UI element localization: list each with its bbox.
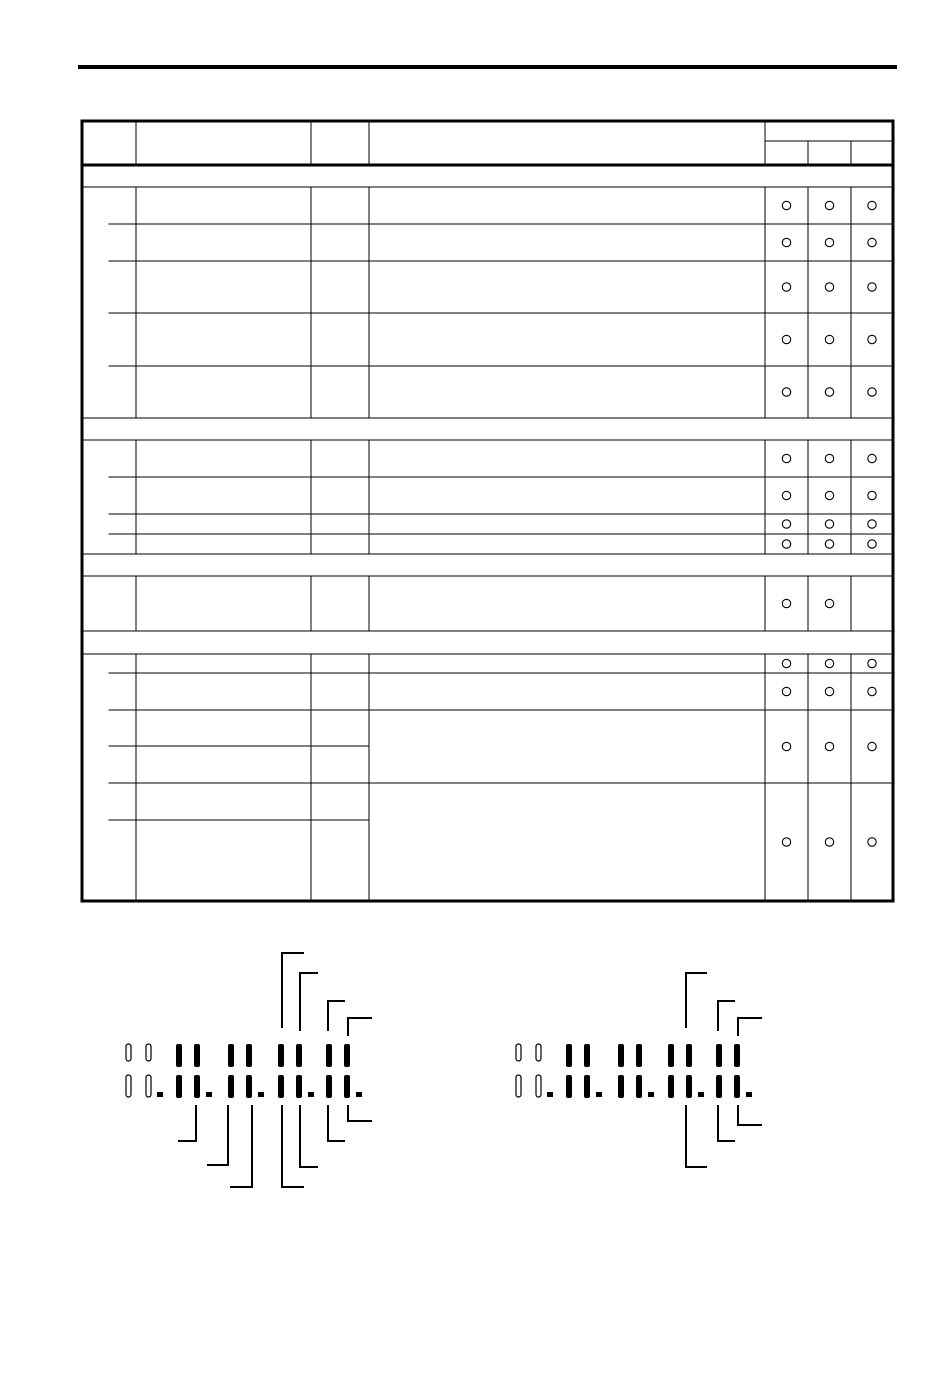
availability-mark (868, 491, 876, 499)
availability-mark (868, 838, 876, 846)
decimal-point (746, 1092, 752, 1097)
lit-segment (194, 1044, 200, 1067)
availability-mark (868, 540, 876, 548)
callout-leader (230, 1105, 252, 1187)
lit-segment (636, 1075, 642, 1098)
display-left (126, 953, 372, 1187)
availability-mark (825, 335, 833, 343)
callout-leader (300, 1105, 318, 1167)
table-row (782, 201, 876, 209)
unlit-segment (516, 1044, 521, 1061)
availability-mark (825, 687, 833, 695)
callout-leader (300, 973, 318, 1031)
unlit-segment (126, 1075, 131, 1097)
table-section (82, 166, 893, 418)
callout-leader (738, 1105, 762, 1125)
lit-segment (228, 1075, 234, 1098)
availability-mark (868, 687, 876, 695)
availability-mark (825, 201, 833, 209)
callout-leader (738, 1018, 762, 1036)
callout-leader (328, 1105, 345, 1141)
lit-segment (686, 1075, 692, 1098)
lit-segment (176, 1044, 182, 1067)
lit-segment (716, 1044, 722, 1067)
availability-mark (782, 491, 790, 499)
decimal-point (308, 1092, 314, 1097)
table-row (109, 673, 893, 696)
lit-segment (278, 1044, 284, 1067)
display-right (516, 973, 762, 1167)
lit-segment (686, 1044, 692, 1067)
parameter-table (82, 121, 893, 901)
lit-segment (296, 1075, 302, 1098)
availability-mark (868, 520, 876, 528)
lit-segment (566, 1044, 572, 1067)
availability-mark (868, 742, 876, 750)
table-section (82, 554, 893, 631)
decimal-point (258, 1092, 264, 1097)
lit-segment (734, 1075, 740, 1098)
callout-leader (686, 973, 707, 1028)
availability-mark (782, 454, 790, 462)
lit-segment (278, 1075, 284, 1098)
availability-mark (782, 201, 790, 209)
unlit-segment (146, 1044, 151, 1061)
availability-mark (825, 520, 833, 528)
availability-mark (782, 659, 790, 667)
decimal-point (206, 1092, 212, 1097)
table-row (782, 659, 876, 667)
lit-segment (228, 1044, 234, 1067)
table-row (109, 710, 893, 751)
table-row (109, 224, 893, 247)
availability-mark (868, 283, 876, 291)
decimal-point (547, 1092, 553, 1097)
lit-segment (584, 1075, 590, 1098)
availability-mark (868, 238, 876, 246)
lit-segment (734, 1044, 740, 1067)
decimal-point (596, 1092, 602, 1097)
lit-segment (326, 1075, 332, 1098)
decimal-point (648, 1092, 654, 1097)
table-section (82, 631, 893, 901)
availability-mark (782, 283, 790, 291)
availability-mark (782, 520, 790, 528)
callout-leader (328, 1001, 345, 1031)
availability-mark (782, 540, 790, 548)
lit-segment (668, 1044, 674, 1067)
lit-segment (636, 1044, 642, 1067)
availability-mark (825, 238, 833, 246)
availability-mark (782, 599, 790, 607)
table-row (109, 313, 893, 344)
availability-mark (825, 540, 833, 548)
availability-mark (868, 659, 876, 667)
availability-mark (825, 742, 833, 750)
table-row (109, 534, 893, 548)
availability-mark (868, 335, 876, 343)
lit-segment (584, 1044, 590, 1067)
availability-mark (782, 238, 790, 246)
availability-mark (868, 454, 876, 462)
availability-mark (825, 491, 833, 499)
lit-segment (344, 1075, 350, 1098)
decimal-point (157, 1092, 163, 1097)
table-row (109, 366, 893, 396)
availability-mark (782, 742, 790, 750)
unlit-segment (146, 1075, 151, 1097)
lit-segment (176, 1075, 182, 1098)
table-row (109, 261, 893, 291)
availability-mark (782, 388, 790, 396)
lit-segment (194, 1075, 200, 1098)
table-row (109, 514, 893, 528)
availability-mark (782, 687, 790, 695)
lit-segment (668, 1075, 674, 1098)
unlit-segment (516, 1075, 521, 1097)
availability-mark (825, 388, 833, 396)
table-row (109, 477, 893, 500)
availability-mark (825, 454, 833, 462)
unlit-segment (536, 1075, 541, 1097)
decimal-point (356, 1092, 362, 1097)
lit-segment (326, 1044, 332, 1067)
unlit-segment (536, 1044, 541, 1061)
callout-leader (207, 1105, 228, 1165)
decimal-point (698, 1092, 704, 1097)
availability-mark (868, 388, 876, 396)
callout-leader (348, 1105, 372, 1121)
availability-mark (825, 659, 833, 667)
table-header (82, 121, 893, 165)
table-section (82, 418, 893, 554)
availability-mark (868, 201, 876, 209)
lit-segment (344, 1044, 350, 1067)
availability-mark (825, 283, 833, 291)
table-row (782, 454, 876, 462)
callout-leader (178, 1105, 196, 1141)
lit-segment (618, 1044, 624, 1067)
lit-segment (296, 1044, 302, 1067)
table-row (109, 783, 893, 846)
lit-segment (618, 1075, 624, 1098)
availability-mark (782, 838, 790, 846)
lit-segment (716, 1075, 722, 1098)
lit-segment (246, 1044, 252, 1067)
callout-leader (718, 1105, 735, 1141)
lit-segment (246, 1075, 252, 1098)
unlit-segment (126, 1044, 131, 1061)
callout-leader (348, 1018, 372, 1036)
availability-mark (825, 838, 833, 846)
callout-leader (686, 1105, 707, 1167)
availability-mark (782, 335, 790, 343)
lit-segment (566, 1075, 572, 1098)
availability-mark (825, 599, 833, 607)
callout-leader (718, 1001, 735, 1031)
